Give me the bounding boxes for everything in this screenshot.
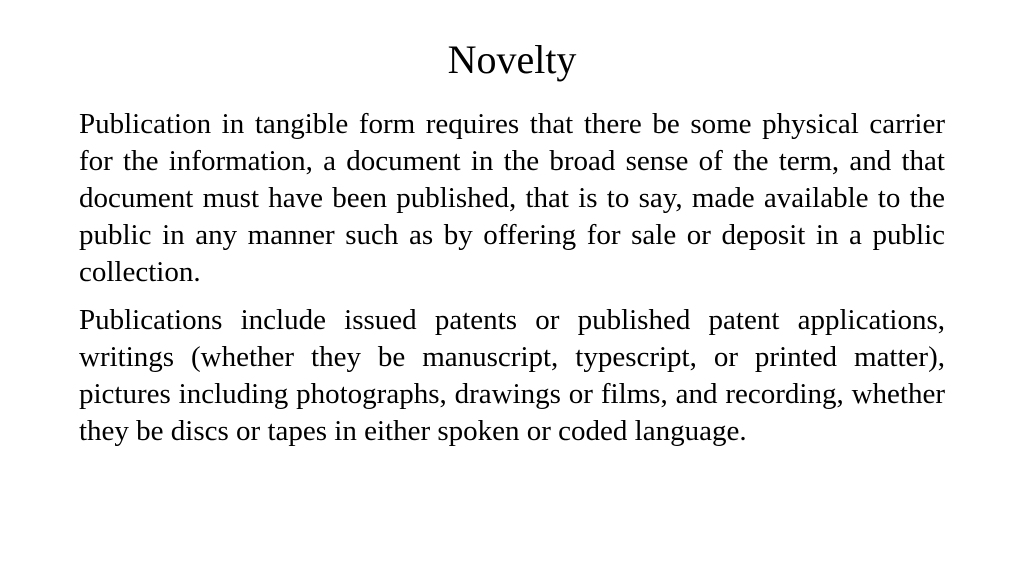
slide-title: Novelty bbox=[447, 37, 577, 82]
slide-body bbox=[79, 106, 945, 461]
paragraph-publications-include: Publications include issued patents or published patent applications, writings (whether they be manuscript, typescript, or printed matter), pictures including photographs, drawings or films, and recording, whether they be discs or tapes in either spoken or coded language. bbox=[79, 304, 945, 447]
paragraph-publication-tangible-form: Publication in tangible form requires that there be some physical carrier for the information, a document in the broad sense of the term, and that document must have been published, that is to say, made available to the public in any manner such as by offering for sale or deposit in a public collection. bbox=[79, 108, 945, 288]
